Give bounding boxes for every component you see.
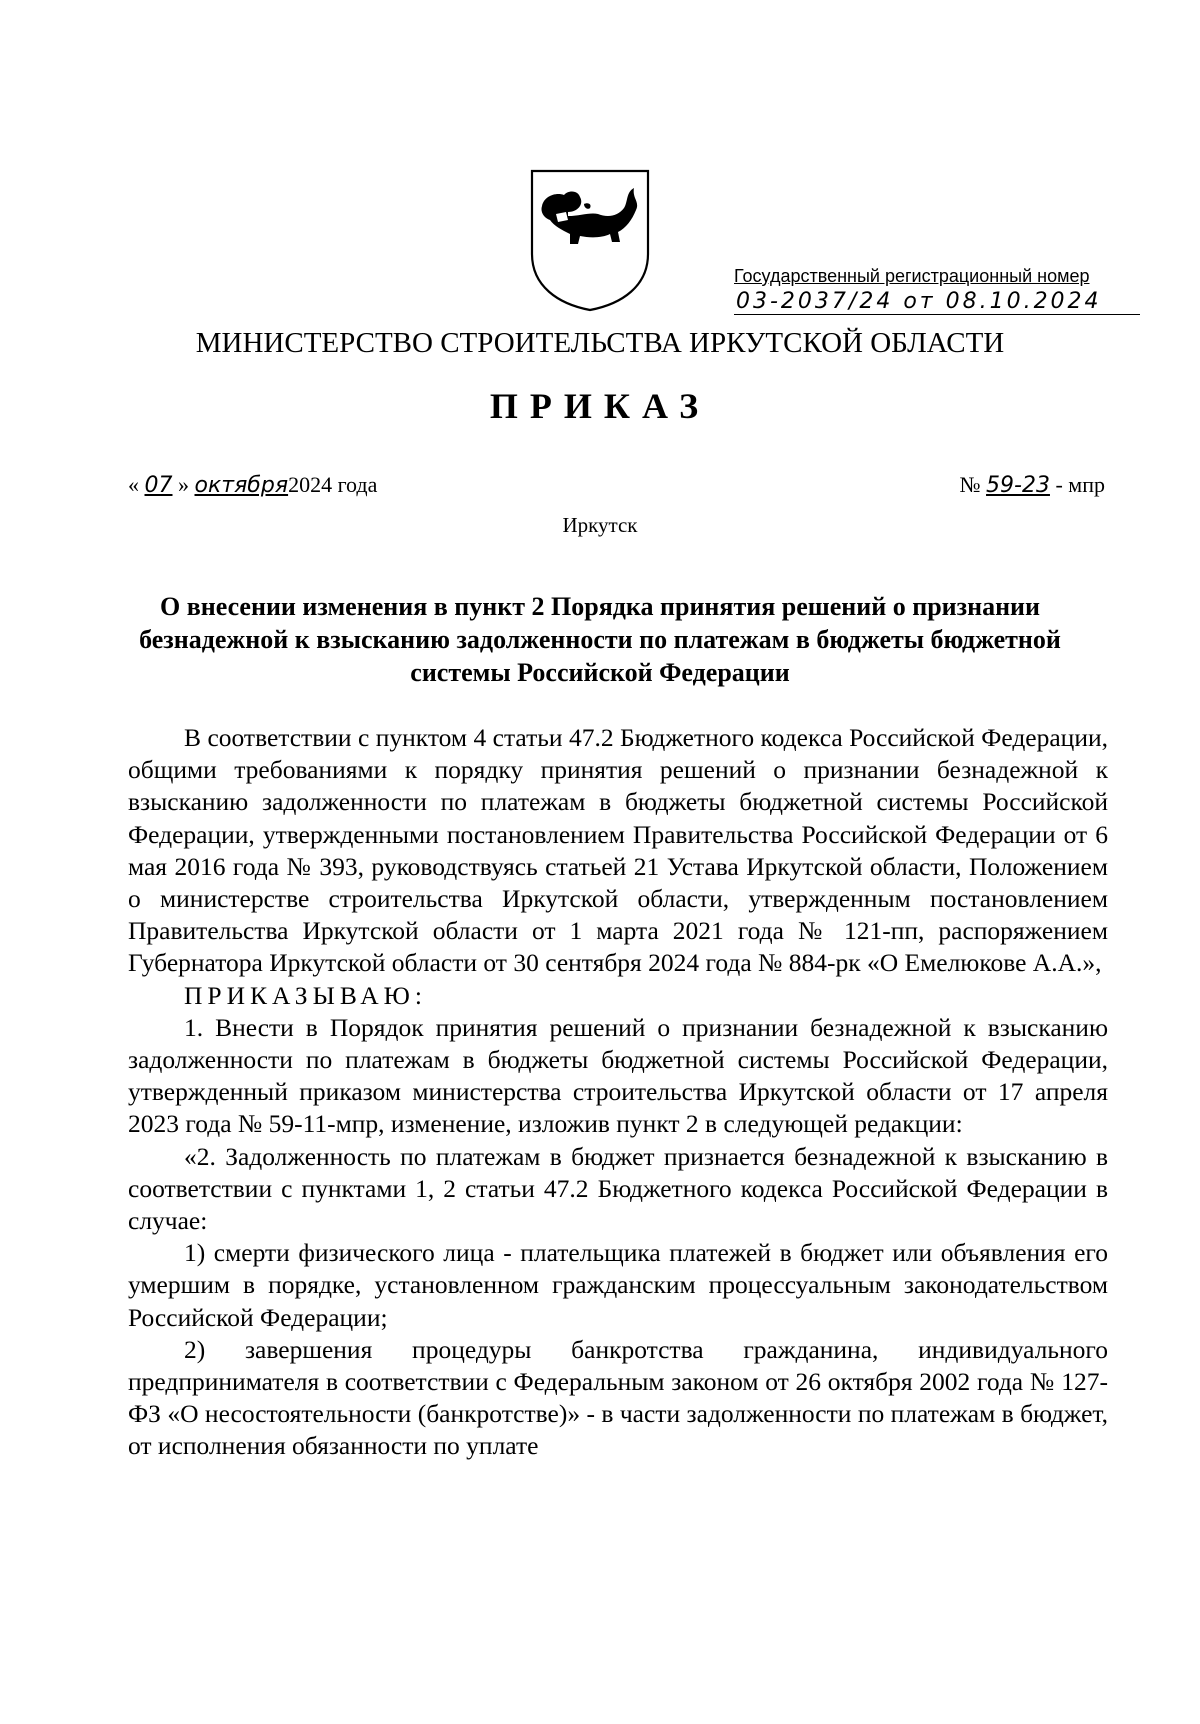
number-suffix: - мпр — [1055, 472, 1105, 497]
date-day: 07 — [144, 473, 173, 498]
order-word: ПРИКАЗЫВАЮ: — [184, 980, 427, 1010]
number-value: 59-23 — [986, 473, 1050, 498]
paragraph-subitem-2: 2) завершения процедуры банкротства гражданина, индивидуального предпринимателя в соответствии с Федеральным законом от 26 октября 2002 года № 127-ФЗ «О несостоятельности (банкротстве)» - в части задолженности по платежам в бюджет, от исполнения обязанности по уплате — [128, 1334, 1108, 1461]
order-heading: О внесении изменения в пункт 2 Порядка принятия решений о признании безнадежной к взысканию задолженности по платежам в бюджеты бюджетной системы Российской Федерации — [139, 592, 1061, 687]
registration-block — [734, 266, 1140, 315]
date-year: 2024 года — [288, 472, 378, 497]
paragraph-subitem-1: 1) смерти физического лица - плательщика платежей в бюджет или объявления его умершим в порядке, установленном гражданским процессуальным законодательством Российской Федерации; — [128, 1238, 1108, 1332]
paragraph-item-1: 1. Внести в Порядок принятия решений о признании безнадежной к взысканию задолженности по платежам в бюджеты бюджетной системы Российской Федерации, утвержденный приказом министерства строительства Иркутской области от 17 апреля 2023 года № 59-11-мпр, изменение, изложив пункт 2 в следующей редакции: — [128, 1012, 1108, 1139]
document-type-title: ПРИКАЗ — [489, 386, 711, 426]
city-name: Иркутск — [562, 513, 638, 537]
coat-of-arms-emblem — [528, 168, 652, 312]
ministry-name: МИНИСТЕРСТВО СТРОИТЕЛЬСТВА ИРКУТСКОЙ ОБЛАСТИ — [195, 327, 1005, 359]
paragraph-preamble: В соответствии с пунктом 4 статьи 47.2 Бюджетного кодекса Российской Федерации, общими требованиями к порядку принятия решений о признании безнадежной к взысканию задолженности по платежам в бюджеты бюджетной системы Российской Федерации, утвержденными постановлением Правительства Российской Федерации от 6 мая 2016 года № 393, руководствуясь статьей 21 Устава Иркутской области, Положением о министерстве строительства Иркутской области, утвержденным постановлением Правительства Иркутской области от 1 марта 2021 года № 121-пп, распоряжением Губернатора Иркутской области от 30 сентября 2024 года № 884-рк «О Емелюкове А.А.», — [128, 723, 1108, 978]
registration-number: 03-2037/24 от 08.10.2024 — [734, 289, 1140, 315]
date-month: октября — [194, 473, 289, 498]
paragraph-new-item-2: «2. Задолженность по платежам в бюджет признается безнадежной к взысканию в соответствии с пунктами 1, 2 статьи 47.2 Бюджетного кодекса Российской Федерации в случае: — [128, 1141, 1108, 1236]
order-number — [960, 472, 1105, 498]
date-open-quote: « — [128, 472, 139, 497]
number-prefix: № — [959, 472, 981, 497]
order-body — [128, 722, 1108, 1463]
date-close-quote: » — [178, 472, 189, 497]
order-date — [128, 472, 377, 498]
registration-label: Государственный регистрационный номер — [734, 266, 1090, 286]
